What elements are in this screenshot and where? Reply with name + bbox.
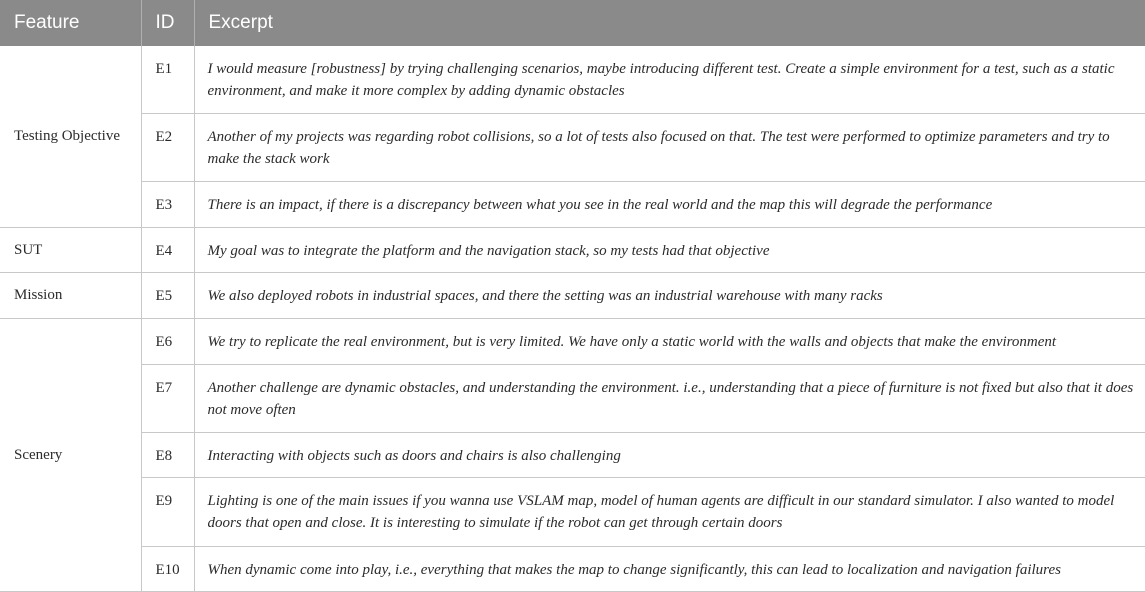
row-excerpt: Another challenge are dynamic obstacles, and understanding the environment. i.e., understanding that a piece of furniture is not fixed but also that it does not move often [194, 364, 1145, 432]
table-row [0, 364, 1145, 432]
row-excerpt: Another of my projects was regarding robot collisions, so a lot of tests also focused on that. The test were performed to optimize parameters and try to make the stack work [194, 113, 1145, 181]
feature-testing-objective: Testing Objective [0, 46, 141, 227]
table-row [0, 46, 1145, 113]
row-excerpt: We try to replicate the real environment, but is very limited. We have only a static world with the walls and objects that make the environment [194, 318, 1145, 364]
table-row [0, 546, 1145, 591]
row-id: E4 [141, 227, 194, 272]
row-id: E10 [141, 546, 194, 591]
row-excerpt: I would measure [robustness] by trying challenging scenarios, maybe introducing different test. Create a simple environment for a test, such as a static environment, and make it more complex by adding dynamic obstacles [194, 46, 1145, 113]
row-excerpt: Lighting is one of the main issues if you wanna use VSLAM map, model of human agents are difficult in our standard simulator. I also wanted to model doors that open and close. It is interesting to simulate if the robot can get through certain doors [194, 477, 1145, 546]
feature-scenery: Scenery [0, 318, 141, 591]
row-id: E7 [141, 364, 194, 432]
table-row [0, 113, 1145, 181]
table-row [0, 318, 1145, 364]
row-id: E9 [141, 477, 194, 546]
row-id: E8 [141, 432, 194, 477]
row-id: E3 [141, 181, 194, 227]
row-excerpt: There is an impact, if there is a discrepancy between what you see in the real world and the map this will degrade the performance [194, 181, 1145, 227]
row-excerpt: When dynamic come into play, i.e., everything that makes the map to change significantly, this can lead to localization and navigation failures [194, 546, 1145, 591]
row-excerpt: My goal was to integrate the platform and the navigation stack, so my tests had that objective [194, 227, 1145, 272]
row-id: E2 [141, 113, 194, 181]
table-row [0, 181, 1145, 227]
row-excerpt: We also deployed robots in industrial spaces, and there the setting was an industrial warehouse with many racks [194, 272, 1145, 318]
header-row [0, 0, 1145, 46]
header-feature: Feature [0, 0, 141, 46]
table-row [0, 432, 1145, 477]
row-id: E6 [141, 318, 194, 364]
row-excerpt: Interacting with objects such as doors and chairs is also challenging [194, 432, 1145, 477]
table-row [0, 477, 1145, 546]
header-excerpt: Excerpt [194, 0, 1145, 46]
row-id: E5 [141, 272, 194, 318]
header-id: ID [141, 0, 194, 46]
feature-sut: SUT [0, 227, 141, 272]
table-row [0, 272, 1145, 318]
table-row [0, 227, 1145, 272]
row-id: E1 [141, 46, 194, 113]
feature-mission: Mission [0, 272, 141, 318]
